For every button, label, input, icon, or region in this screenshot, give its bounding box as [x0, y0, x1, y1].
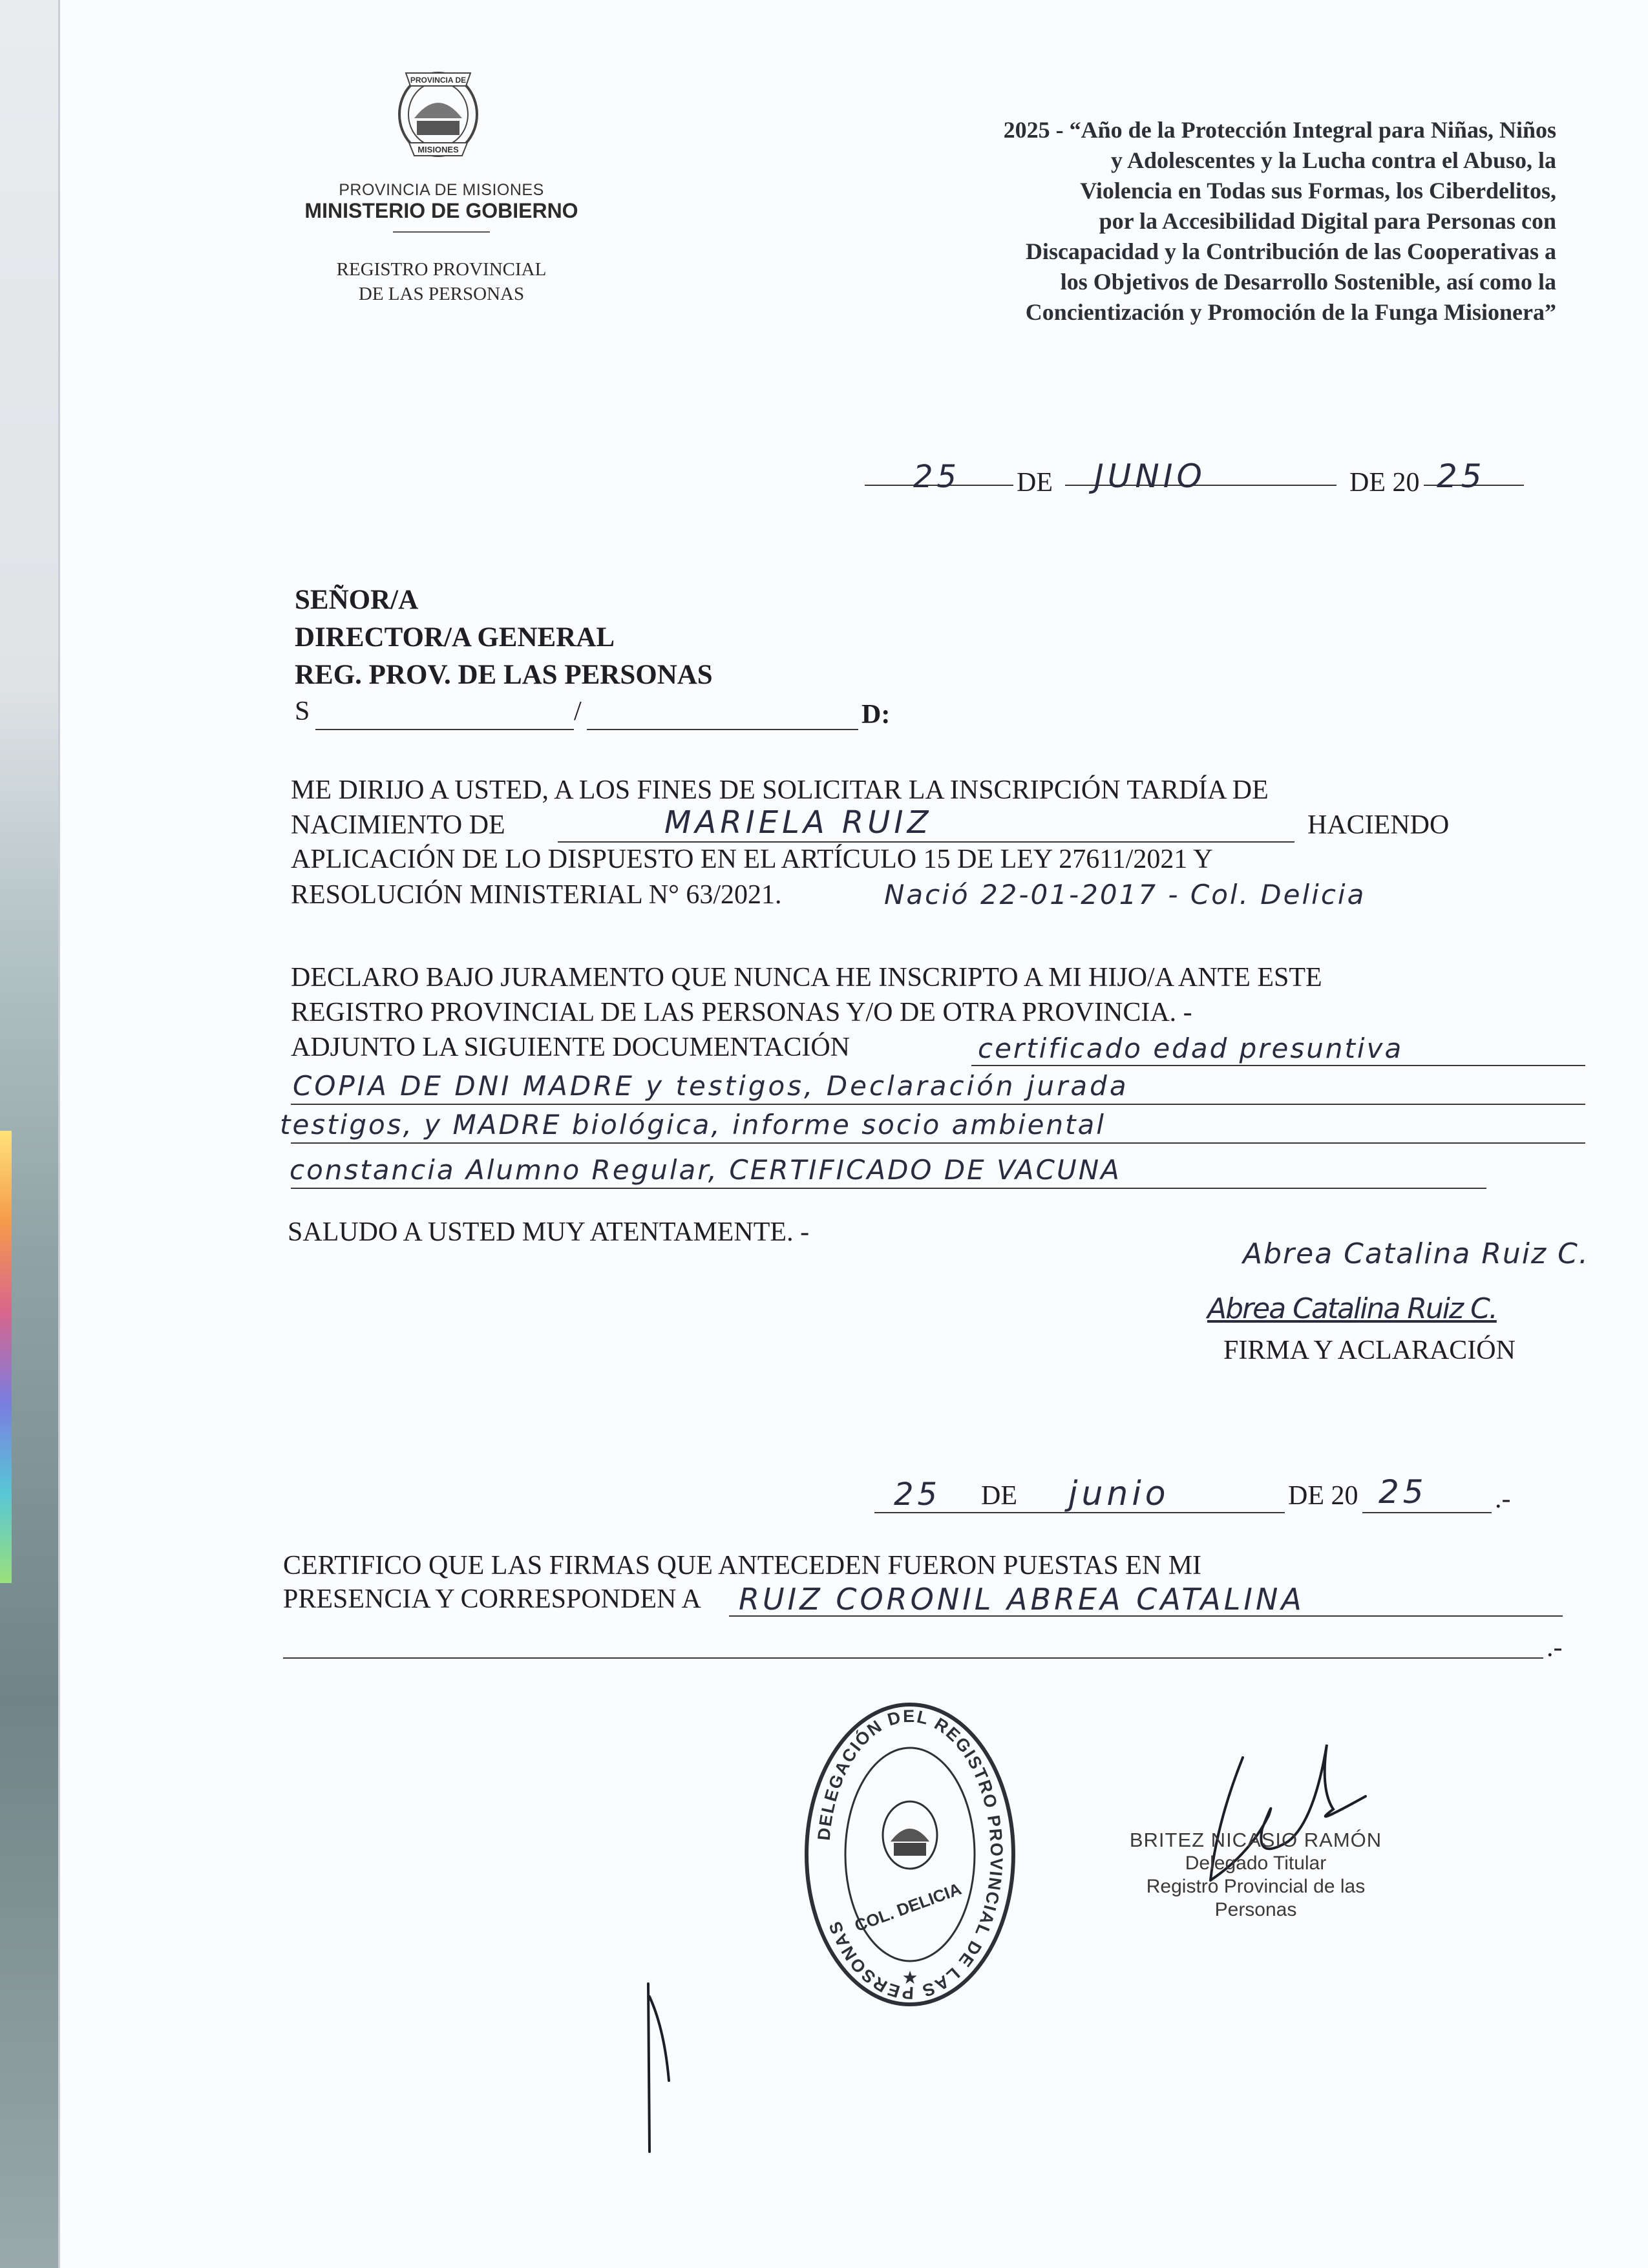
delegate-office-2: Personas — [1214, 1899, 1297, 1920]
declaration-line-3: ADJUNTO LA SIGUIENTE DOCUMENTACIÓN — [291, 1033, 850, 1062]
stamp-star-icon: ★ — [902, 1968, 918, 1988]
certification-extra-line — [283, 1657, 1543, 1659]
province-crest-icon — [383, 61, 493, 165]
signature-scribble: Abrea Catalina Ruiz C. — [1207, 1292, 1497, 1325]
stamp-inner-text: COL. DELICIA — [852, 1878, 964, 1936]
request-line-4: RESOLUCIÓN MINISTERIAL N° 63/2021. — [291, 880, 782, 910]
addressee-line-1: SEÑOR/A — [295, 585, 419, 615]
d-label: D: — [861, 700, 891, 730]
certification-line-2: PRESENCIA Y CORRESPONDEN A — [283, 1584, 701, 1614]
docs-line-1 — [971, 1065, 1585, 1066]
delegate-name: BRITEZ NICASIO RAMÓN — [1129, 1829, 1382, 1851]
delegate-office-1: Registro Provincial de las — [1146, 1876, 1366, 1897]
registry-name — [306, 257, 577, 306]
addressee-line-2: DIRECTOR/A GENERAL — [295, 622, 615, 653]
request-line-3: APLICACIÓN DE LO DISPUESTO EN EL ARTÍCULO 15 DE LEY 27611/2021 Y — [291, 845, 1213, 874]
request-line-1: ME DIRIJO A USTED, A LOS FINES DE SOLICITAR LA INSCRIPCIÓN TARDÍA DE — [291, 775, 1269, 805]
declaration-line-1: DECLARO BAJO JURAMENTO QUE NUNCA HE INSCRIPTO A MI HIJO/A ANTE ESTE — [291, 963, 1322, 992]
date2-day: 25 — [894, 1476, 942, 1513]
stamp-outer-text: DELEGACIÓN DEL REGISTRO PROVINCIAL DE LAS PERSONAS — [814, 1706, 1007, 2003]
date-month: JUNIO — [1094, 457, 1206, 495]
docs-line-2 — [291, 1104, 1585, 1105]
docs-line-4 — [291, 1188, 1486, 1189]
certified-names: RUIZ CORONIL ABREA CATALINA — [739, 1582, 1305, 1617]
date-day: 25 — [913, 459, 961, 495]
delegate-block — [1094, 1829, 1417, 1922]
signature-label: FIRMA Y ACLARACIÓN — [1223, 1336, 1516, 1365]
pen-mark — [609, 1971, 687, 2165]
child-name: MARIELA RUIZ — [664, 804, 933, 841]
docs-item-4: constancia Alumno Regular, CERTIFICADO DE VACUNA — [290, 1154, 1121, 1186]
registry-line-1: REGISTRO PROVINCIAL — [336, 259, 547, 280]
header-divider — [393, 231, 490, 233]
birth-note: Nació 22-01-2017 - Col. Delicia — [884, 879, 1366, 910]
signature-clarification: Abrea Catalina Ruiz C. — [1243, 1237, 1589, 1270]
certification-end: .- — [1547, 1633, 1563, 1663]
addressee-line-3: REG. PROV. DE LAS PERSONAS — [295, 660, 713, 690]
date2-year-prefix: DE 20 — [1288, 1481, 1358, 1511]
child-name-line — [558, 841, 1294, 843]
document-page — [58, 0, 1648, 2268]
crest-ribbon-text: MISIONES — [417, 145, 459, 154]
s-line-2 — [587, 729, 858, 730]
date-year: 25 — [1437, 457, 1486, 495]
certification-line-1: CERTIFICO QUE LAS FIRMAS QUE ANTECEDEN FUERON PUESTAS EN MI — [283, 1551, 1202, 1580]
year-motto: 2025 - “Año de la Protección Integral para Niñas, Niños y Adolescentes y la Lucha contra el Abuso, la Violencia en Todas sus Formas, los Ciberdelitos, por la Accesibilidad Digital para Personas con Discapacidad y la Contribución de las Cooperativas a los Objetivos de Desarrollo Sostenible, así como la Concientización y Promoción de la Funga Misionera” — [1003, 117, 1556, 325]
docs-item-3: testigos, y MADRE biológica, informe socio ambiental — [280, 1109, 1106, 1140]
s-slash: / — [574, 697, 582, 726]
registry-stamp — [803, 1699, 1017, 2010]
docs-item-2: COPIA DE DNI MADRE y testigos, Declaración jurada — [293, 1070, 1129, 1102]
docs-item-1: certificado edad presuntiva — [978, 1033, 1404, 1064]
date2-de-label: DE — [981, 1481, 1017, 1511]
salute: SALUDO A USTED MUY ATENTAMENTE. - — [288, 1217, 810, 1247]
docs-line-3 — [291, 1142, 1585, 1144]
date-de-label: DE — [1017, 468, 1053, 498]
date2-end: .- — [1495, 1484, 1511, 1514]
province-label: PROVINCIA DE MISIONES — [339, 181, 544, 199]
date2-year: 25 — [1379, 1473, 1428, 1511]
date2-month: junio — [1068, 1475, 1170, 1513]
scan-artifact — [0, 1131, 12, 1583]
date2-year-line — [1362, 1512, 1492, 1513]
request-line-2-post: HACIENDO — [1307, 810, 1450, 840]
addressee-block — [295, 582, 713, 694]
crest-banner-text: PROVINCIA DE — [410, 76, 467, 85]
registry-line-2: DE LAS PERSONAS — [358, 284, 525, 304]
delegate-role: Delegado Titular — [1185, 1853, 1327, 1874]
declaration-line-2: REGISTRO PROVINCIAL DE LAS PERSONAS Y/O DE OTRA PROVINCIA. - — [291, 998, 1192, 1027]
scan-edge — [0, 0, 58, 2268]
date-year-prefix: DE 20 — [1349, 468, 1420, 498]
ministry-label: MINISTERIO DE GOBIERNO — [304, 199, 578, 222]
request-line-2-pre: NACIMIENTO DE — [291, 810, 505, 840]
s-line-1 — [315, 729, 574, 730]
s-label: S — [295, 697, 310, 726]
